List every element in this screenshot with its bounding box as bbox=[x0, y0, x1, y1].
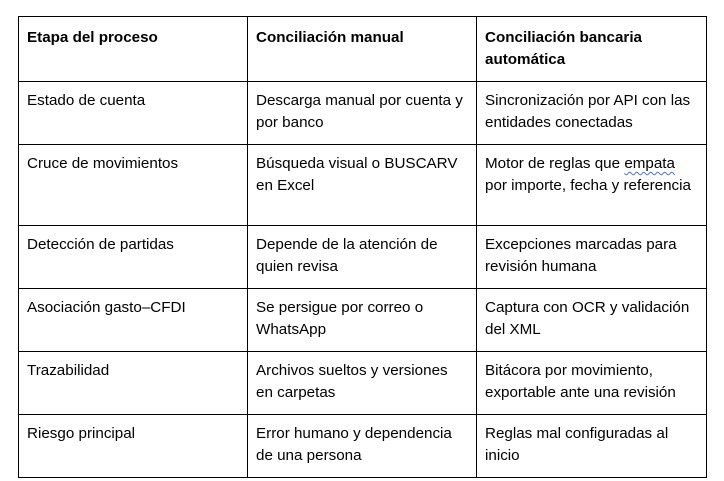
cell-automatic: Reglas mal configuradas al inicio bbox=[477, 415, 707, 478]
cell-manual: Error humano y dependencia de una persona bbox=[248, 415, 477, 478]
cell-text-before: Motor de reglas que bbox=[485, 155, 625, 172]
header-row bbox=[19, 17, 707, 82]
cell-automatic: Sincronización por API con las entidades conectadas bbox=[477, 82, 707, 145]
table-row bbox=[19, 352, 707, 415]
cell-stage: Asociación gasto–CFDI bbox=[19, 289, 248, 352]
cell-manual: Se persigue por correo o WhatsApp bbox=[248, 289, 477, 352]
cell-automatic: Excepciones marcadas para revisión humana bbox=[477, 226, 707, 289]
comparison-table bbox=[18, 16, 707, 478]
spellcheck-flagged-word[interactable]: empata bbox=[624, 155, 675, 172]
cell-automatic: Bitácora por movimiento, exportable ante una revisión bbox=[477, 352, 707, 415]
header-manual: Conciliación manual bbox=[248, 17, 477, 82]
table-row bbox=[19, 226, 707, 289]
cell-manual: Archivos sueltos y versiones en carpetas bbox=[248, 352, 477, 415]
cell-stage: Riesgo principal bbox=[19, 415, 248, 478]
cell-stage: Cruce de movimientos bbox=[19, 145, 248, 226]
cell-automatic bbox=[477, 145, 707, 226]
table-row bbox=[19, 289, 707, 352]
cell-manual: Búsqueda visual o BUSCARV en Excel bbox=[248, 145, 477, 226]
header-stage: Etapa del proceso bbox=[19, 17, 248, 82]
cell-stage: Detección de partidas bbox=[19, 226, 248, 289]
table-header bbox=[19, 17, 707, 82]
table-row bbox=[19, 415, 707, 478]
cell-stage: Estado de cuenta bbox=[19, 82, 248, 145]
table-row bbox=[19, 145, 707, 226]
cell-manual: Depende de la atención de quien revisa bbox=[248, 226, 477, 289]
cell-automatic: Captura con OCR y validación del XML bbox=[477, 289, 707, 352]
cell-manual: Descarga manual por cuenta y por banco bbox=[248, 82, 477, 145]
table-row bbox=[19, 82, 707, 145]
cell-text-after: por importe, fecha y referencia bbox=[485, 177, 691, 194]
header-automatic: Conciliación bancaria automática bbox=[477, 17, 707, 82]
cell-stage: Trazabilidad bbox=[19, 352, 248, 415]
table-body bbox=[19, 82, 707, 478]
